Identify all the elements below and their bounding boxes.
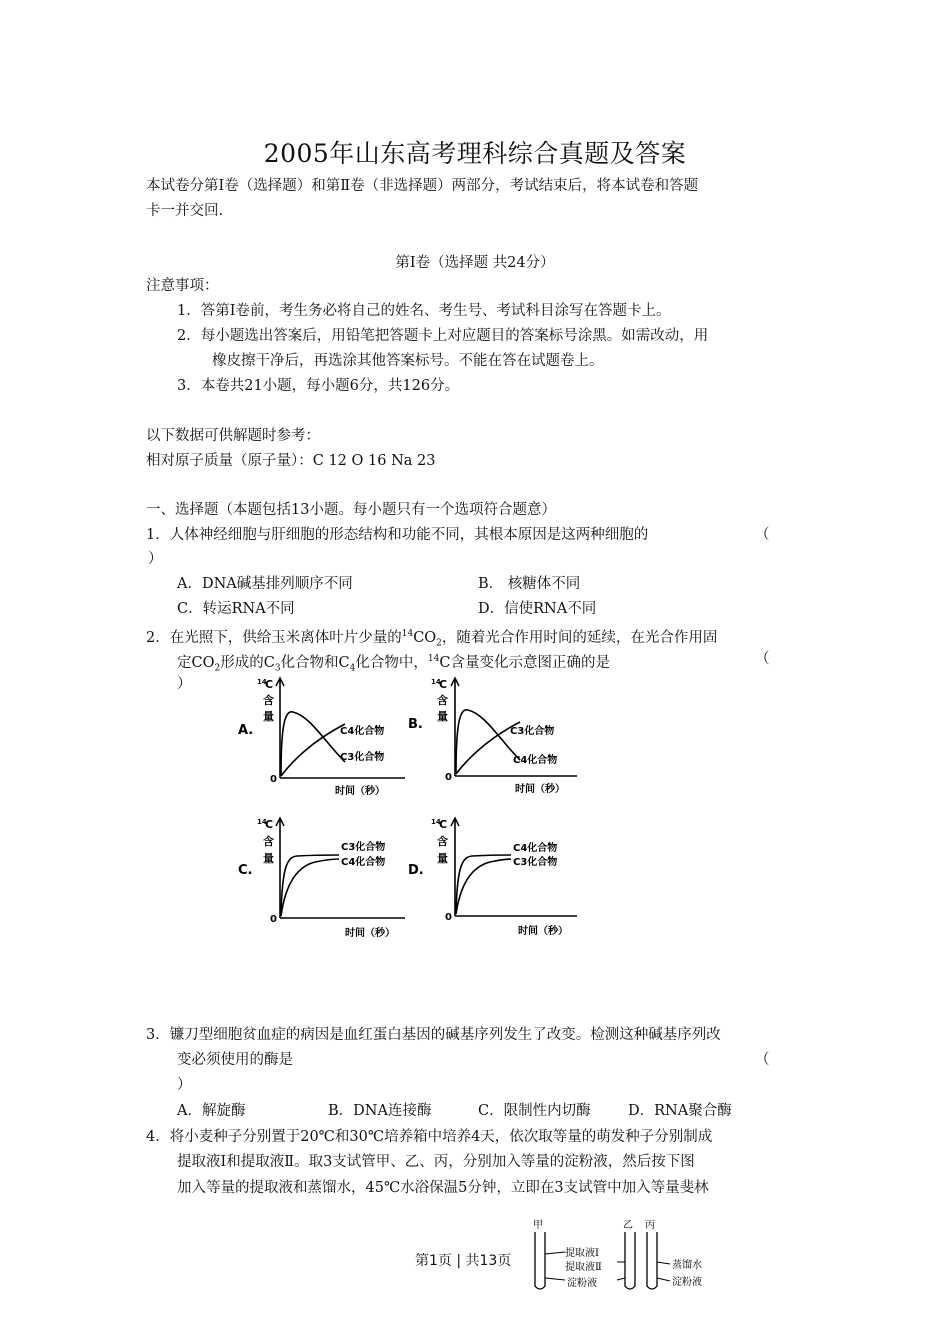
option-letter: D.: [408, 863, 424, 878]
answer-bracket: （: [755, 1052, 770, 1068]
option-letter: B.: [408, 717, 423, 732]
answer-bracket: （: [755, 527, 770, 543]
y-axis-label: 量: [437, 852, 448, 865]
tube-label: 丙: [645, 1220, 655, 1231]
question-4-stem-line-2: 提取液Ⅰ和提取液Ⅱ。取3支试管甲、乙、丙，分别加入等量的淀粉液，然后按下图: [177, 1154, 695, 1170]
series-label: C3化合物: [510, 726, 555, 737]
tube-contents-label: 淀粉液: [567, 1278, 597, 1289]
test-tube-diagram: [525, 1218, 725, 1298]
notice-item: 1．答第Ⅰ卷前，考生务必将自己的姓名、考生号、考试科目涂写在答题卡上。: [177, 303, 671, 319]
y-axis-label: 含: [263, 835, 274, 848]
question-3-stem-line-2: 变必须使用的酶是: [177, 1052, 293, 1068]
answer-bracket: ）: [148, 551, 163, 567]
y-axis-label: 含: [263, 694, 274, 707]
option-d: D．RNA聚合酶: [628, 1103, 732, 1119]
question-2-stem: 2．在光照下，供给玉米离体叶片少量的$^{14}CO_2$，随着光合作用时间的延续，在光合作用固: [146, 629, 718, 649]
option-letter: C.: [238, 863, 253, 878]
series-label: C4化合物: [340, 726, 385, 737]
section-title: 第Ⅰ卷（选择题 共24分）: [395, 255, 555, 271]
origin-label: 0: [270, 774, 277, 785]
series-curve: [281, 724, 345, 776]
y-axis-label: 14: [257, 818, 267, 826]
pointer-line: [545, 1278, 565, 1280]
answer-bracket: ）: [177, 676, 192, 692]
chart-option-b: [405, 672, 580, 806]
chart-option-c: [235, 812, 410, 946]
option-a: A．DNA碱基排列顺序不同: [177, 576, 353, 592]
series-label: C4化合物: [513, 755, 558, 766]
option-c: C．转运RNA不同: [177, 601, 295, 617]
option-c: C．限制性内切酶: [478, 1103, 591, 1119]
test-tube-jia: [535, 1232, 545, 1289]
y-axis-label: 含: [437, 835, 448, 848]
answer-bracket: ）: [177, 1077, 192, 1093]
option-letter: A.: [238, 723, 254, 738]
pointer-line: [657, 1278, 670, 1281]
x-axis-label: 时间（秒）: [335, 786, 385, 797]
page-footer: 第1页 | 共13页: [415, 1253, 512, 1269]
question-4-stem: 4．将小麦种子分别置于20℃和30℃培养箱中培养4天，依次取等量的萌发种子分别制成: [146, 1129, 713, 1145]
intro-line-1: 本试卷分第Ⅰ卷（选择题）和第Ⅱ卷（非选择题）两部分，考试结束后，将本试卷和答题: [146, 178, 699, 194]
option-a: A．解旋酶: [177, 1103, 246, 1119]
origin-label: 0: [270, 914, 277, 925]
tube-contents-label: 淀粉液: [672, 1277, 702, 1288]
y-axis-label: 量: [263, 710, 274, 723]
y-axis-label: 14: [431, 818, 441, 826]
y-axis-label: 量: [263, 852, 274, 865]
series-label: C3化合物: [340, 752, 385, 763]
notice-item: 2．每小题选出答案后，用铅笔把答题卡上对应题目的答案标号涂黑。如需改动，用: [177, 328, 709, 344]
chart-option-a: [235, 672, 410, 806]
notice-heading: 注意事项：: [146, 278, 219, 294]
series-label: C3化合物: [341, 842, 386, 853]
series-label: C4化合物: [341, 857, 386, 868]
x-axis-label: 时间（秒）: [515, 784, 565, 795]
notice-item: 3．本卷共21小题，每小题6分，共126分。: [177, 378, 460, 394]
y-axis-label: C: [265, 818, 274, 831]
question-4-stem-line-3: 加入等量的提取液和蒸馏水，45℃水浴保温5分钟，立即在3支试管中加入等量斐林: [177, 1180, 709, 1196]
question-3-stem: 3．镰刀型细胞贫血症的病因是血红蛋白基因的碱基序列发生了改变。检测这种碱基序列改: [146, 1027, 721, 1043]
y-axis-label: C: [265, 678, 274, 691]
option-b: B．DNA连接酶: [328, 1103, 432, 1119]
y-axis-label: C: [439, 818, 448, 831]
y-axis-label: C: [439, 678, 448, 691]
y-axis-label: 14: [431, 678, 441, 686]
origin-label: 0: [445, 912, 452, 923]
pointer-line: [657, 1262, 670, 1264]
x-axis-label: 时间（秒）: [518, 926, 568, 937]
option-d: D．信使RNA不同: [478, 601, 597, 617]
x-axis-label: 时间（秒）: [345, 928, 395, 939]
pointer-line: [617, 1278, 625, 1280]
test-tube-yi: [625, 1232, 635, 1289]
y-axis-label: 量: [437, 710, 448, 723]
tube-contents-label: 提取液Ⅰ: [565, 1248, 599, 1259]
series-label: C4化合物: [513, 843, 558, 854]
option-b: B． 核糖体不同: [478, 576, 581, 592]
atomic-masses: 相对原子质量（原子量）：C 12 O 16 Na 23: [146, 453, 436, 469]
question-2-stem-line-2: 定$CO_2$形成的$C_3$化合物和$C_4$化合物中，$^{14}$C含量变化示意图正确的是: [177, 654, 610, 674]
y-axis-label: 14: [257, 678, 267, 686]
series-curve: [281, 859, 339, 916]
pointer-line: [545, 1252, 565, 1254]
tube-label: 乙: [623, 1220, 633, 1231]
chart-option-d: [405, 812, 580, 946]
answer-bracket: （: [755, 651, 770, 667]
tube-contents-label: 蒸馏水: [672, 1260, 702, 1271]
y-axis-label: 含: [437, 694, 448, 707]
tube-contents-label: 提取液Ⅱ: [565, 1262, 602, 1273]
notice-item: 橡皮擦干净后，再选涂其他答案标号。不能在答在试题卷上。: [212, 353, 604, 369]
intro-line-2: 卡一并交回.: [146, 203, 224, 219]
origin-label: 0: [445, 772, 452, 783]
part-heading: 一、选择题（本题包括13小题。每小题只有一个选项符合题意）: [146, 502, 556, 518]
reference-heading: 以下数据可供解题时参考：: [146, 428, 320, 444]
series-curve: [456, 859, 511, 914]
tube-label: 甲: [533, 1220, 543, 1231]
test-tube-bing: [647, 1232, 657, 1289]
page-title: 2005年山东高考理科综合真题及答案: [263, 139, 687, 168]
question-1-stem: 1．人体神经细胞与肝细胞的形态结构和功能不同，其根本原因是这两种细胞的: [146, 527, 649, 543]
series-label: C3化合物: [513, 857, 558, 868]
